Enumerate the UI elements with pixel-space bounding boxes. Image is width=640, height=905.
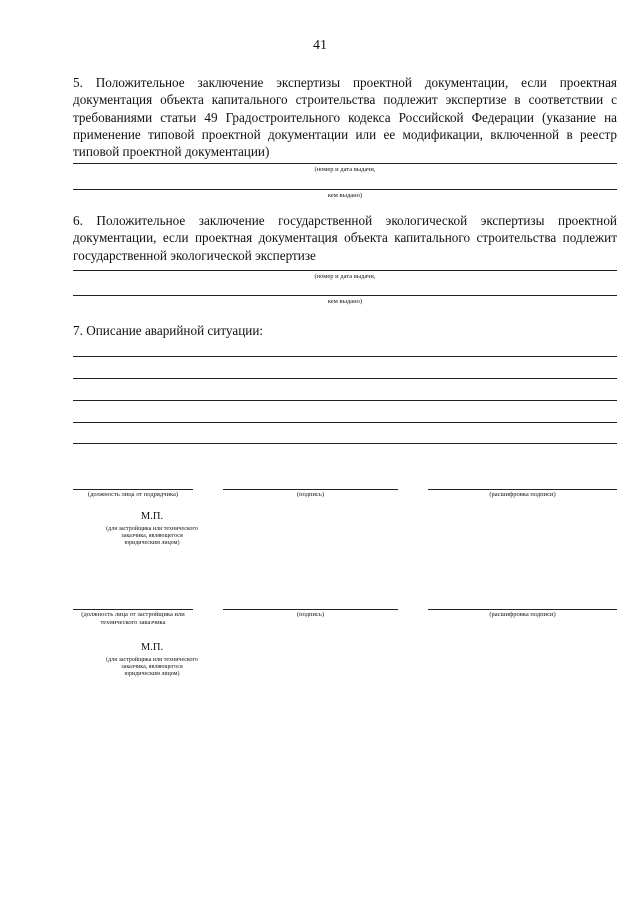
contractor-decoding-caption: (расшифровка подписи) [489, 491, 556, 498]
page-number: 41 [313, 38, 327, 53]
section-7-line-3 [73, 400, 617, 401]
section-5-line-1 [73, 163, 617, 164]
developer-position-caption: (должность лица от застройщика или технического заказчика [81, 611, 185, 626]
contractor-stamp-label: М.П. [140, 511, 164, 522]
section-7-line-5 [73, 443, 617, 444]
contractor-stamp-note: (для застройщика или технического заказчика, являющегося юридическим лицом) [106, 526, 198, 547]
developer-position-line [73, 609, 193, 610]
contractor-decoding-line [428, 489, 617, 490]
section-7-line-4 [73, 422, 617, 423]
developer-signature-line [223, 609, 398, 610]
contractor-position-line [73, 489, 193, 490]
section-5-caption-number-date: (номер и дата выдачи, [314, 166, 376, 173]
developer-stamp-label: М.П. [140, 642, 164, 653]
developer-signature-caption: (подпись) [297, 611, 324, 618]
contractor-position-caption: (должность лица от подрядчика) [87, 491, 179, 498]
section-5-caption-issued-by: кем выдано) [327, 192, 363, 199]
section-6-caption-issued-by: кем выдано) [327, 298, 363, 305]
section-7-line-2 [73, 378, 617, 379]
section-6-caption-number-date: (номер и дата выдачи, [314, 273, 376, 280]
section-6-line-2 [73, 295, 617, 296]
section-7-line-1 [73, 356, 617, 357]
section-5-line-2 [73, 189, 617, 190]
contractor-signature-line [223, 489, 398, 490]
developer-decoding-caption: (расшифровка подписи) [489, 611, 556, 618]
developer-stamp-note: (для застройщика или технического заказчика, являющегося юридическим лицом) [106, 657, 198, 678]
developer-decoding-line [428, 609, 617, 610]
section-7-text: 7. Описание аварийной ситуации: [73, 323, 264, 338]
section-6-text: 6. Положительное заключение государственной экологической экспертизы проектной документации, если проектная документация объекта капитального строительства подлежит государственной экологической экспертизе [73, 213, 617, 263]
section-5-text: 5. Положительное заключение экспертизы проектной документации, если проектная документация объекта капитального строительства подлежит экспертизе в соответствии с требованиями статьи 49 Градостроительного кодекса Российской Федерации (указание на применение типовой проектной документации или ее модификации, включенной в реестр типовой проектной документации) [73, 75, 617, 160]
section-6-line-1 [73, 270, 617, 271]
contractor-signature-caption: (подпись) [297, 491, 324, 498]
